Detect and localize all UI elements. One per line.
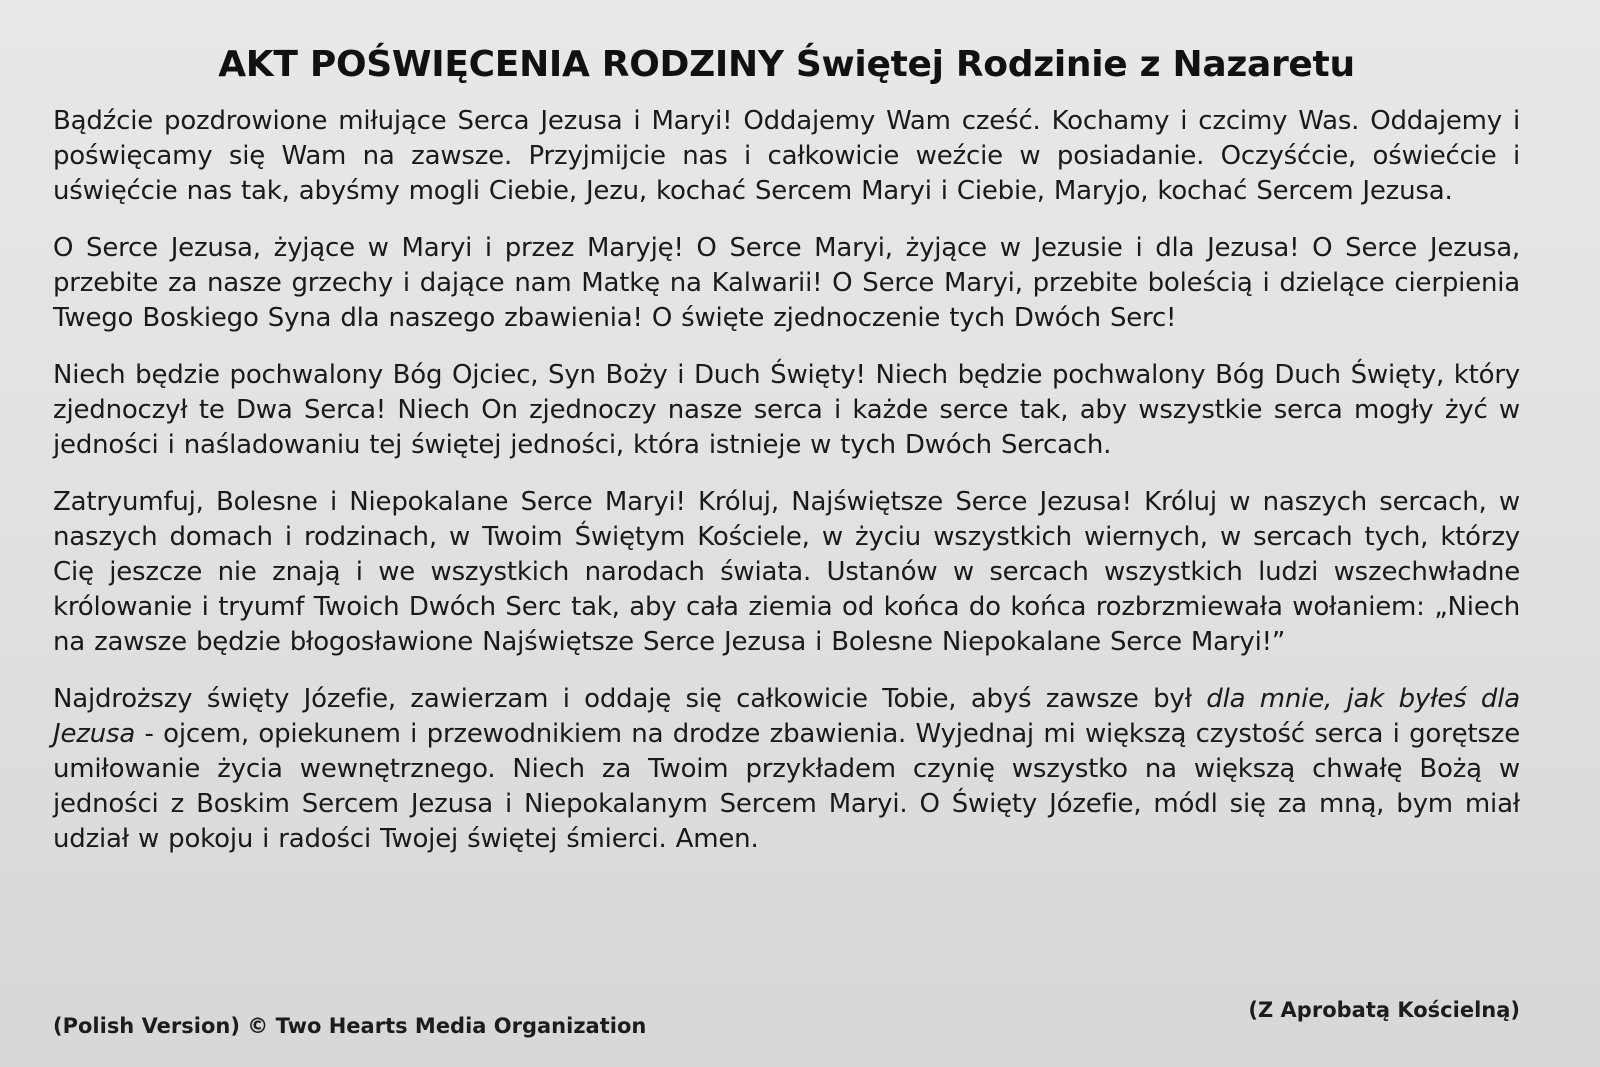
paragraph-5-end: - ojcem, opiekunem i przewodnikiem na drodze zbawienia. Wyjednaj mi większą czystość serca i gorętsze umiłowanie życia wewnętrznego. Niech za Twoim przykładem czynię wszystko na większą chwałę Bożą w jedności z Boskim Sercem Jezusa i Niepokalanym Sercem Maryi. O Święty Józefie, módl się za mną, bym miał udział w pokoju i radości Twojej świętej śmierci. Amen. (53, 719, 1520, 854)
paragraph-1: Bądźcie pozdrowione miłujące Serca Jezusa i Maryi! Oddajemy Wam cześć. Kochamy i czcimy Was. Oddajemy i poświęcamy się Wam na zawsze. Przyjmijcie nas i całkowicie weźcie w posiadanie. Oczyśćcie, oświećcie i uświęćcie nas tak, abyśmy mogli Ciebie, Jezu, kochać Sercem Maryi i Ciebie, Maryjo, kochać Sercem Jezusa. (53, 106, 1520, 206)
paragraph-3: Niech będzie pochwalony Bóg Ojciec, Syn Boży i Duch Święty! Niech będzie pochwalony Bóg Duch Święty, który zjednoczył te Dwa Serca! Niech On zjednoczy nasze serca i każde serce tak, aby wszystkie serca mogły żyć w jedności i naśladowaniu tej świętej jedności, która istnieje w tych Dwóch Sercach. (53, 360, 1520, 460)
prayer-title: AKT POŚWIĘCENIA RODZINY Świętej Rodzinie z Nazaretu (218, 44, 1355, 85)
paragraph-5-start: Najdroższy święty Józefie, zawierzam i oddaję się całkowicie Tobie, abyś zawsze był (53, 684, 1207, 714)
approbation-note: (Z Aprobatą Kościelną) (1248, 998, 1520, 1022)
paragraph-4: Zatryumfuj, Bolesne i Niepokalane Serce Maryi! Króluj, Najświętsze Serce Jezusa! Króluj w naszych sercach, w naszych domach i rodzinach, w Twoim Świętym Kościele, w życiu wszystkich wiernych, w sercach tych, którzy Cię jeszcze nie znają i we wszystkich narodach świata. Ustanów w sercach wszystkich ludzi wszechwładne królowanie i tryumf Twoich Dwóch Serc tak, aby cała ziemia od końca do końca rozbrzmiewała wołaniem: „Niech na zawsze będzie błogosławione Najświętsze Serce Jezusa i Bolesne Niepokalane Serce Maryi!” (53, 487, 1520, 657)
paragraph-5-italic: dla mnie, jak byłeś dla Jezusa (53, 684, 1520, 749)
copyright-note: (Polish Version) © Two Hearts Media Organization (53, 1014, 647, 1038)
paragraph-5 (53, 682, 1520, 857)
footer (53, 998, 1520, 1038)
paragraph-2: O Serce Jezusa, żyjące w Maryi i przez Maryję! O Serce Maryi, żyjące w Jezusie i dla Jezusa! O Serce Jezusa, przebite za nasze grzechy i dające nam Matkę na Kalwarii! O Serce Maryi, przebite boleścią i dzielące cierpienia Twego Boskiego Syna dla naszego zbawienia! O święte zjednoczenie tych Dwóch Serc! (53, 233, 1520, 333)
